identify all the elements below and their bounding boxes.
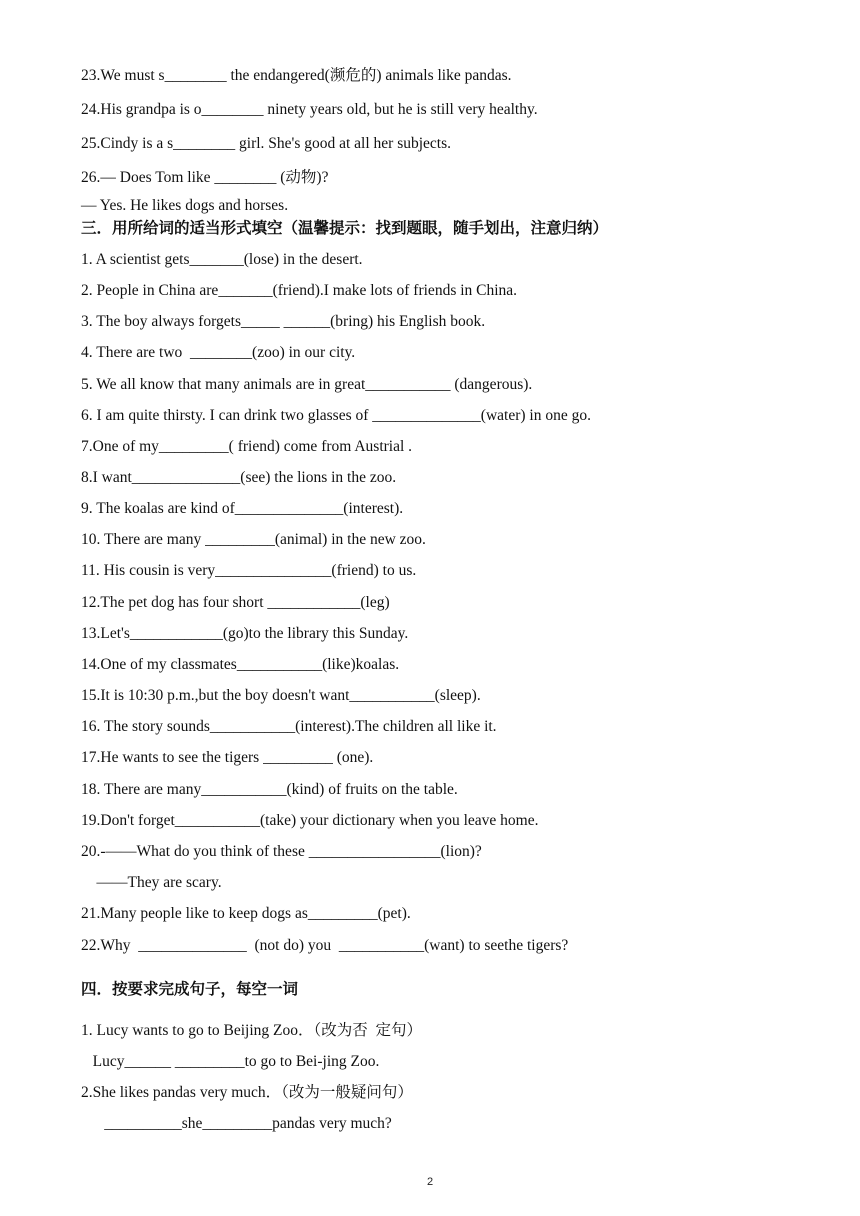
s3-item-19: 19.Don't forget___________(take) your dictionary when you leave home. [81,812,539,829]
s3-item-3: 3. The boy always forgets_____ ______(bring) his English book. [81,313,486,330]
question-23: 23.We must s________ the endangered(濒危的) animals like pandas. [81,67,512,84]
s3-item-12: 12.The pet dog has four short ____________(leg) [81,594,390,611]
s4-item-1-answer: Lucy______ _________to go to Bei-jing Zoo. [81,1053,380,1070]
question-26-answer: — Yes. He likes dogs and horses. [81,197,289,214]
s3-item-20-answer: —―They are scary. [81,874,222,891]
s3-item-17: 17.He wants to see the tigers _________ (one). [81,749,374,766]
s3-item-15: 15.It is 10:30 p.m.,but the boy doesn't want___________(sleep). [81,687,481,704]
s3-item-11: 11. His cousin is very_______________(friend) to us. [81,562,417,579]
s3-item-16: 16. The story sounds___________(interest).The children all like it. [81,718,497,735]
s4-item-2: 2.She likes pandas very much．（改为一般疑问句） [81,1084,413,1101]
s3-item-2: 2. People in China are_______(friend).I make lots of friends in China. [81,282,518,299]
section-4-title: 四．按要求完成句子，每空一词 [81,980,299,998]
s3-item-1: 1. A scientist gets_______(lose) in the desert. [81,251,363,268]
s3-item-8: 8.I want______________(see) the lions in the zoo. [81,469,397,486]
s3-item-7: 7.One of my_________( friend) come from Austrial . [81,438,413,455]
s3-item-9: 9. The koalas are kind of______________(interest). [81,500,404,517]
s3-item-18: 18. There are many___________(kind) of fruits on the table. [81,781,458,798]
s3-item-6: 6. I am quite thirsty. I can drink two glasses of ______________(water) in one go. [81,407,591,424]
s4-item-2-answer: __________she_________pandas very much? [81,1115,392,1132]
s3-item-21: 21.Many people like to keep dogs as_________(pet). [81,905,411,922]
s3-item-14: 14.One of my classmates___________(like)koalas. [81,656,400,673]
page-number: 2 [426,1176,434,1188]
s3-item-5: 5. We all know that many animals are in great___________ (dangerous). [81,376,533,393]
s3-item-13: 13.Let's____________(go)to the library this Sunday. [81,625,409,642]
s3-item-4: 4. There are two ________(zoo) in our city. [81,344,356,361]
question-24: 24.His grandpa is o________ ninety years old, but he is still very healthy. [81,101,538,118]
s3-item-10: 10. There are many _________(animal) in the new zoo. [81,531,426,548]
s4-item-1: 1. Lucy wants to go to Beijing Zoo．（改为否 定句） [81,1022,422,1039]
question-25: 25.Cindy is a s________ girl. She's good at all her subjects. [81,135,452,152]
question-26: 26.— Does Tom like ________ (动物)? [81,169,329,186]
section-3-title: 三．用所给词的适当形式填空（温馨提示：找到题眼，随手划出，注意归纳） [81,219,609,237]
s3-item-22: 22.Why ______________ (not do) you ___________(want) to seethe tigers? [81,937,569,954]
s3-item-20: 20.-——What do you think of these _________________(lion)? [81,843,482,860]
